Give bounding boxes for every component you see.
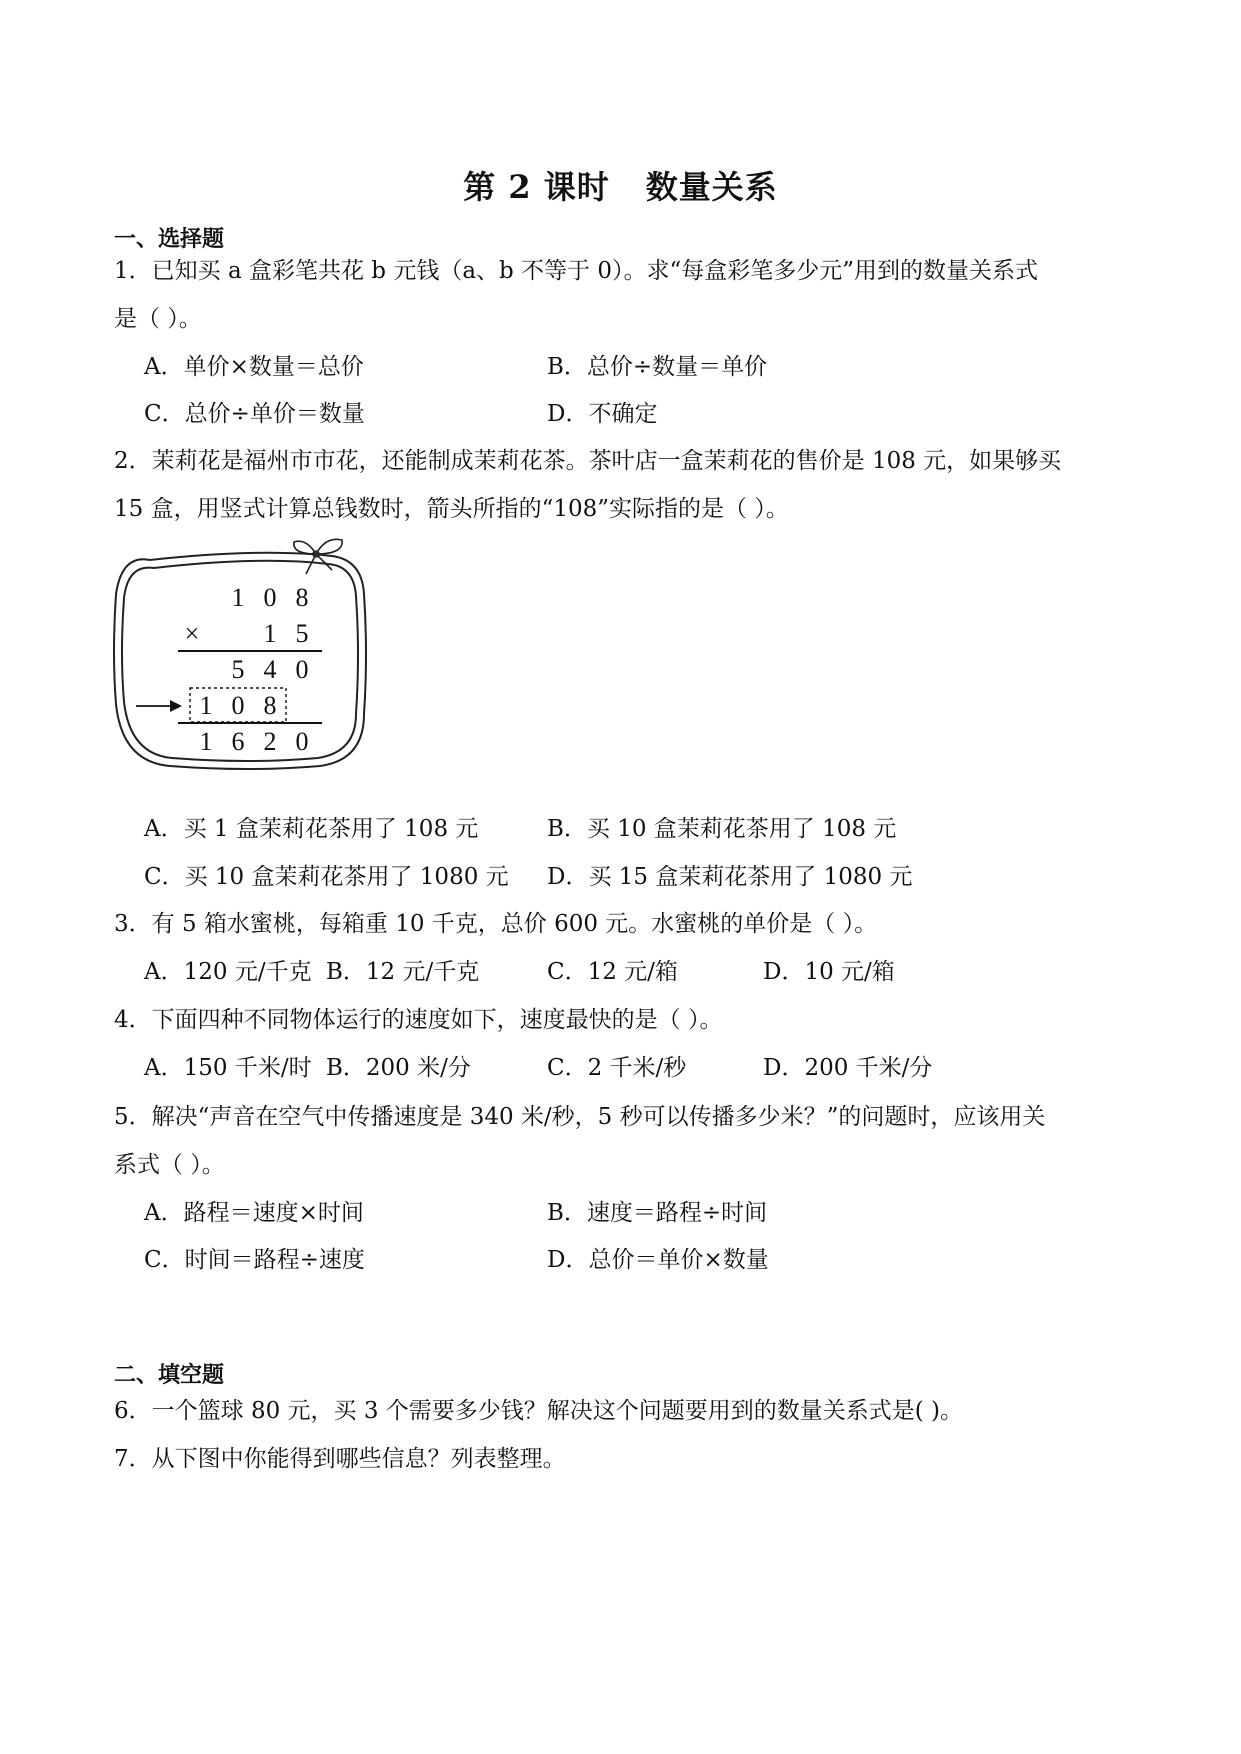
q4-option-c[interactable]: C．2 千米/秒 [547,1055,687,1081]
q5-option-c[interactable]: C．时间＝路程÷速度 [144,1247,365,1273]
q1-option-c[interactable]: C．总价÷单价＝数量 [144,401,365,427]
q1-option-b[interactable]: B．总价÷数量＝单价 [547,354,768,380]
q2-option-c[interactable]: C．买 10 盒茉莉花茶用了 1080 元 [144,864,509,890]
calc-row3-digit1: 5 [231,655,245,684]
calc-row5-digit2: 6 [231,727,245,756]
q4-option-a[interactable]: A．150 千米/时 [144,1055,312,1081]
q3-text-line1: 3．有 5 箱水蜜桃，每箱重 10 千克，总价 600 元。水蜜桃的单价是（ ）。 [114,911,878,937]
pointer-arrow-icon [136,700,182,712]
q4-option-d[interactable]: D．200 千米/分 [763,1055,933,1081]
page-title [0,162,1241,208]
q6-text-line1: 6．一个篮球 80 元，买 3 个需要多少钱？解决这个问题要用到的数量关系式是( )。 [114,1398,964,1424]
calc-times-sign: × [184,619,200,648]
q3-option-c[interactable]: C．12 元/箱 [547,959,678,985]
q2-text-line1: 2．茉莉花是福州市市花，还能制成茉莉花茶。茶叶店一盒茉莉花的售价是 108 元，如果够买 [114,448,1062,474]
vertical-multiplication-figure [110,534,372,778]
section-choice-heading: 一、选择题 [114,227,225,252]
q4-text-line1: 4．下面四种不同物体运行的速度如下，速度最快的是（ ）。 [114,1007,723,1033]
lesson-number: 第 2 课时 [463,168,610,206]
q5-option-a[interactable]: A．路程＝速度×时间 [144,1200,364,1226]
q4-option-b[interactable]: B．200 米/分 [326,1055,471,1081]
calc-row4-digit1: 1 [199,691,213,720]
q7-text-line1: 7．从下图中你能得到哪些信息？列表整理。 [114,1446,566,1472]
section-fill-heading: 二、填空题 [114,1363,225,1388]
calc-row5-digit4: 0 [295,727,309,756]
calc-row1-digit2: 0 [263,583,277,612]
q3-option-a[interactable]: A．120 元/千克 [144,959,312,985]
calc-row4-digit2: 0 [231,691,245,720]
q5-text-line2: 系式（ ）。 [114,1152,225,1178]
q2-option-a[interactable]: A．买 1 盒茉莉花茶用了 108 元 [144,816,479,842]
q3-option-d[interactable]: D．10 元/箱 [763,959,895,985]
calc-row2-digit2: 5 [295,619,309,648]
q5-option-d[interactable]: D．总价＝单价×数量 [547,1247,769,1273]
calc-row5-digit1: 1 [199,727,213,756]
calc-row3-digit3: 0 [295,655,309,684]
calc-row1-digit1: 1 [231,583,245,612]
calc-row2-digit1: 1 [263,619,277,648]
lesson-topic: 数量关系 [645,168,778,206]
q3-option-b[interactable]: B．12 元/千克 [326,959,480,985]
q2-option-b[interactable]: B．买 10 盒茉莉花茶用了 108 元 [547,816,897,842]
q5-option-b[interactable]: B．速度＝路程÷时间 [547,1200,768,1226]
calc-row4-digit3: 8 [263,691,277,720]
q2-option-d[interactable]: D．买 15 盒茉莉花茶用了 1080 元 [547,864,913,890]
q1-option-d[interactable]: D．不确定 [547,401,658,427]
calc-row1-digit3: 8 [295,583,309,612]
q1-option-a[interactable]: A．单价×数量＝总价 [144,354,364,380]
q2-text-line2: 15 盒，用竖式计算总钱数时，箭头所指的“108”实际指的是（ ）。 [114,496,789,522]
q5-text-line1: 5．解决“声音在空气中传播速度是 340 米/秒，5 秒可以传播多少米？”的问题时，应该用关 [114,1104,1046,1130]
calc-row5-digit3: 2 [263,727,277,756]
calc-row3-digit2: 4 [263,655,277,684]
q1-text-line2: 是（ ）。 [114,306,202,332]
q1-text-line1: 1．已知买 a 盒彩笔共花 b 元钱（a、b 不等于 0）。求“每盒彩笔多少元”用到的数量关系式 [114,258,1039,284]
